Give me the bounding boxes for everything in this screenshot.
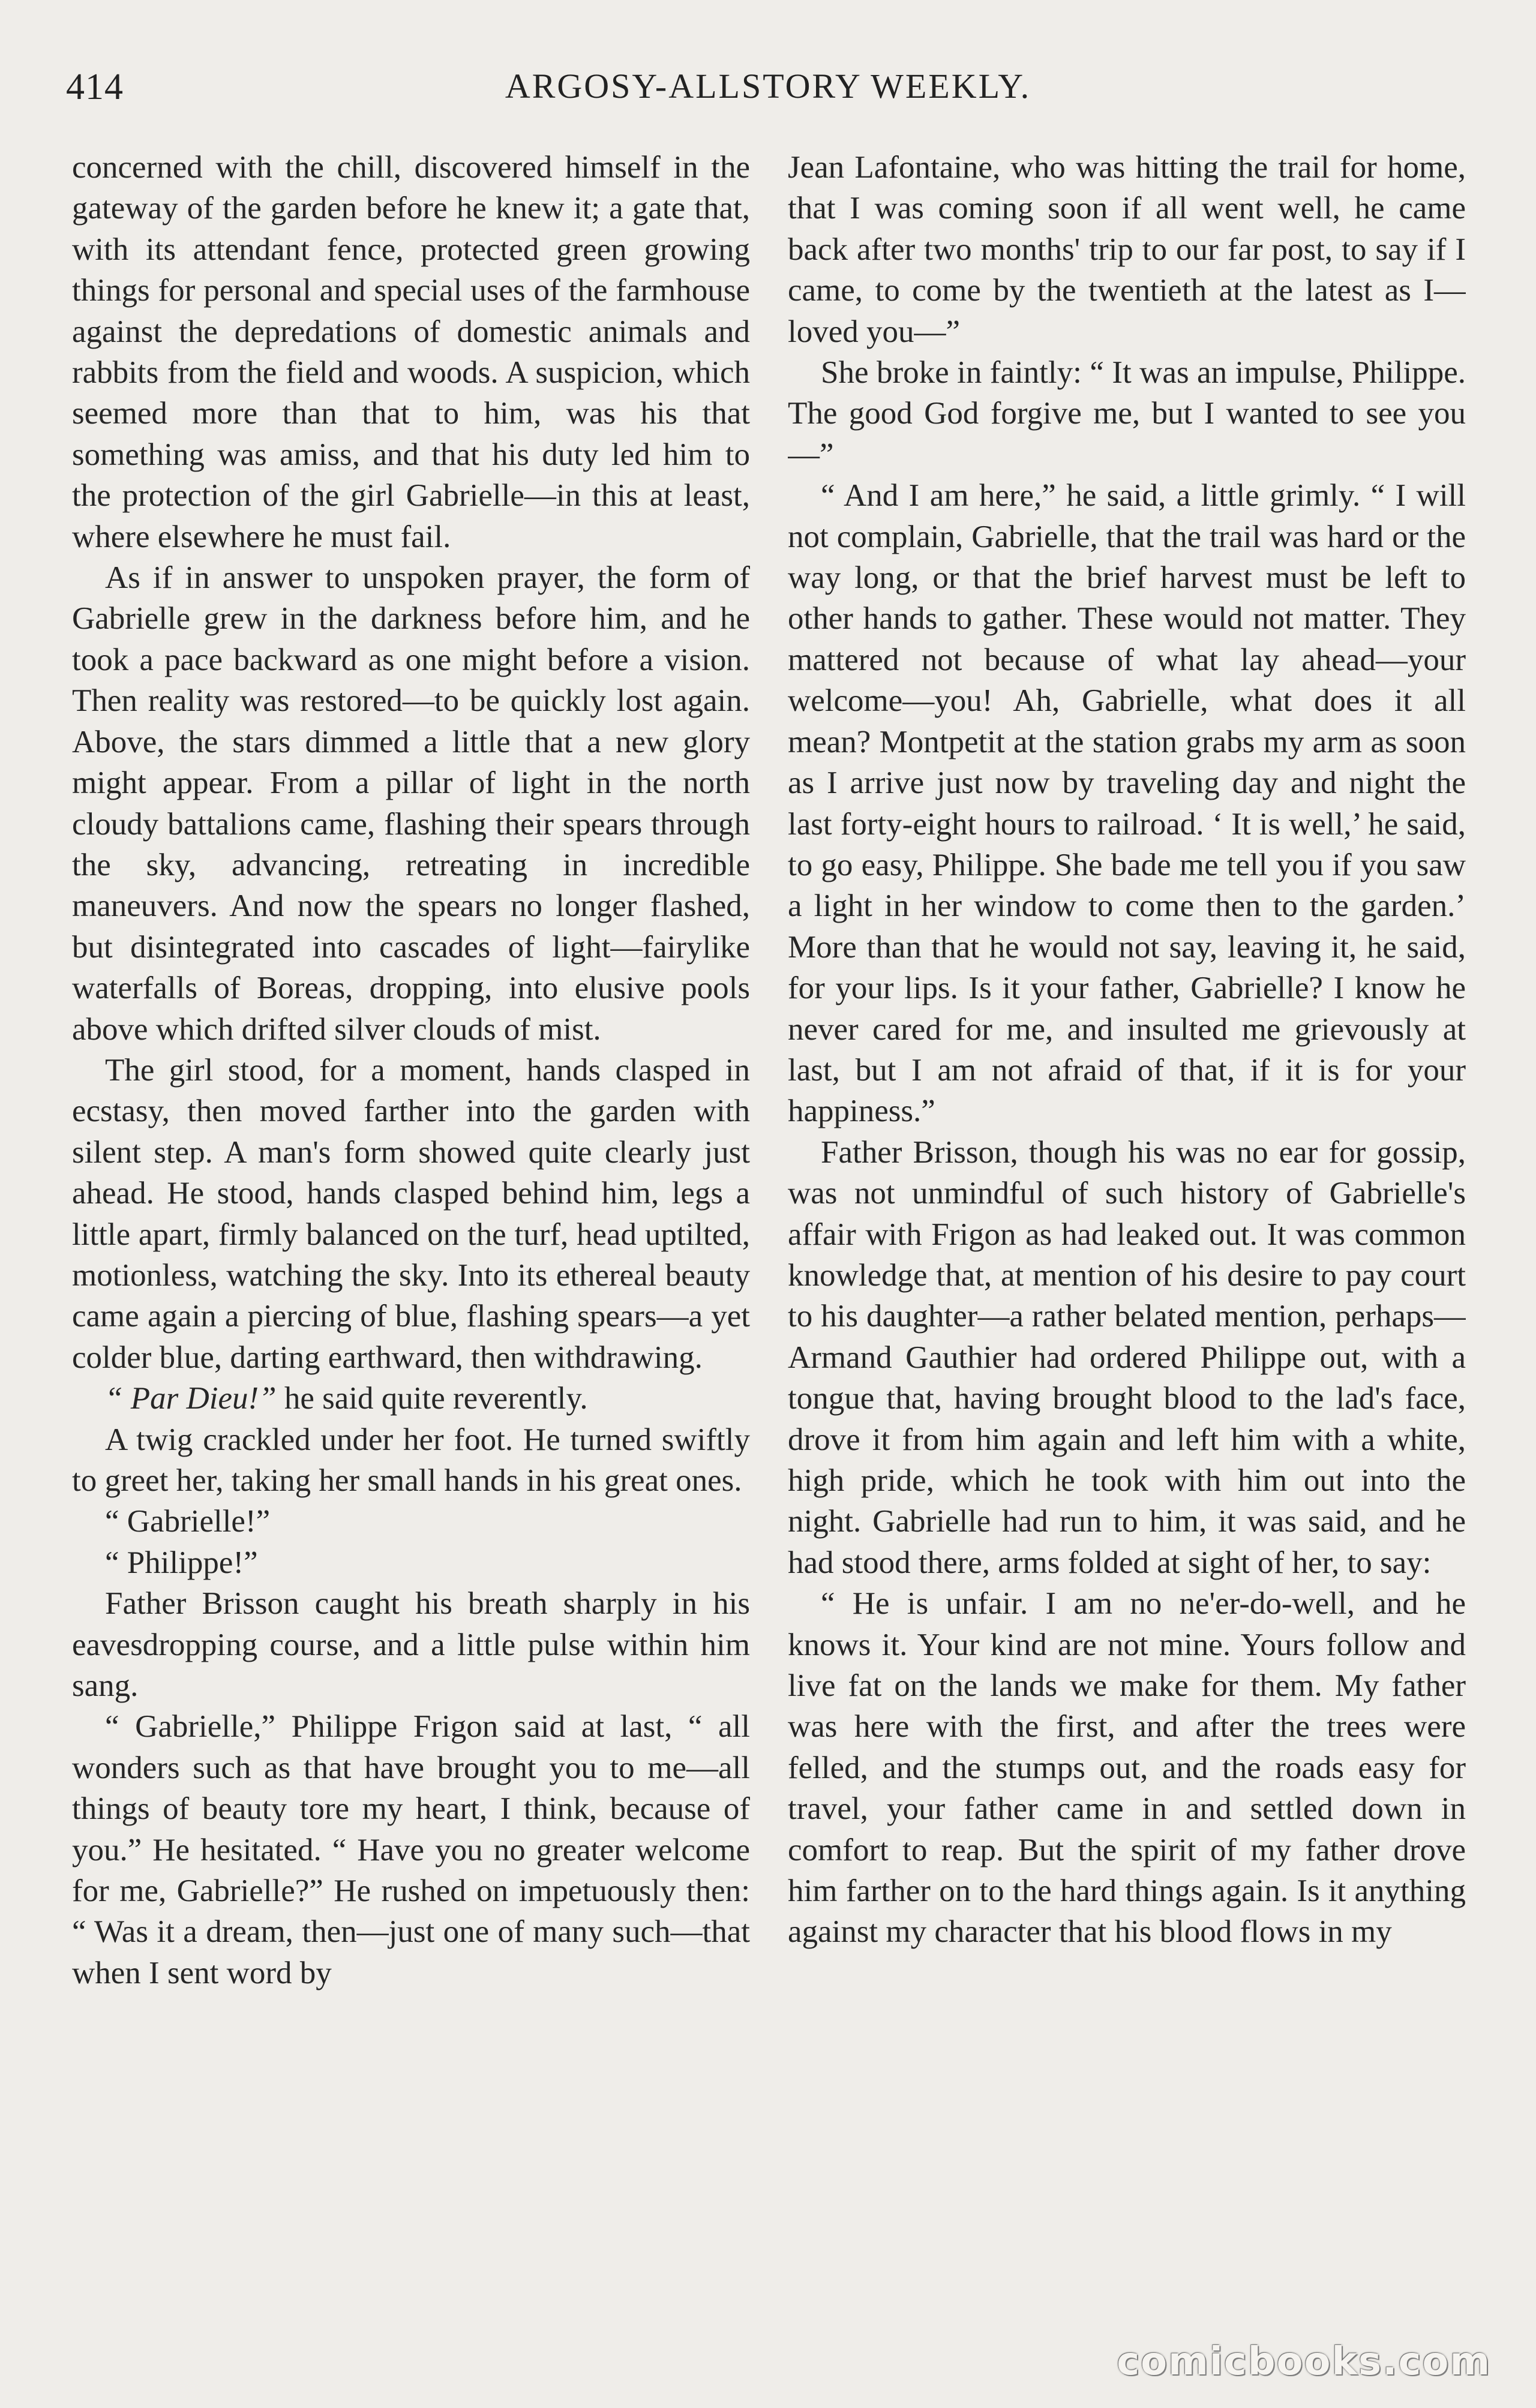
- left-column: [72, 147, 750, 2307]
- paragraph: Father Brisson, though his was no ear for gossip, was not unmindful of such history of Gabrielle's affair with Frigon as had leaked out. It was common knowledge that, at mention of his desire to pay court to his daughter—a rather belated mention, perhaps—Armand Gauthier had ordered Philippe out, with a tongue that, having brought blood to the lad's face, drove it from him again and left him with a white, high pride, which he took with him out into the night. Gabrielle had run to him, it was said, and he had stood there, arms folded at sight of her, to say:: [788, 1134, 1466, 1580]
- running-title: ARGOSY-ALLSTORY WEEKLY.: [505, 67, 1031, 106]
- right-column: [788, 147, 1466, 2307]
- paragraph: A twig crackled under her foot. He turned swiftly to greet her, taking her small hands in his great ones.: [72, 1422, 750, 1498]
- exclamation-italic: “ Par Dieu!”: [105, 1381, 277, 1416]
- paragraph: “ Gabrielle,” Philippe Frigon said at last, “ all wonders such as that have brought you to me—all things of beauty tore my heart, I think, because of you.” He hesitated. “ Have you no greater welcome for me, Gabrielle?” He rushed on impetuously then: “ Was it a dream, then—just one of many such—that when I sent word by: [72, 1709, 750, 1990]
- paragraph: Jean Lafontaine, who was hitting the trail for home, that I was coming soon if all went well, he came back after two months' trip to our far post, to say if I came, to come by the twentieth at the latest as I—loved you—”: [788, 150, 1466, 349]
- page-header: [66, 66, 1470, 114]
- page-number: 414: [66, 67, 124, 107]
- paragraph: “ And I am here,” he said, a little grimly. “ I will not complain, Gabrielle, that the trail was hard or the way long, or that the brief harvest must be left to other hands to gather. These would not matter. They mattered not because of what lay ahead—your welcome—you! Ah, Gabrielle, what does it all mean? Montpetit at the station grabs my arm as soon as I arrive just now by traveling day and night the last forty-eight hours to railroad. ‘ It is well,’ he said, to go easy, Philippe. She bade me tell you if you saw a light in her window to come then to the garden.’ More than that he would not say, leaving it, he said, for your lips. Is it your father, Gabrielle? I know he never cared for me, and insulted me grievously at last, but I am not afraid of that, if it is for your happiness.”: [788, 478, 1466, 1129]
- paragraph: She broke in faintly: “ It was an impulse, Philippe. The good God forgive me, but I wanted to see you—”: [788, 355, 1466, 472]
- paragraph: “ He is unfair. I am no ne'er-do-well, and he knows it. Your kind are not mine. Yours follow and live fat on the lands we make for them. My father was here with the first, and after the trees were felled, and the stumps out, and the roads easy for travel, your father came in and settled down in comfort to reap. But the spirit of my father drove him farther on to the hard things again. Is it anything against my character that his blood flows in my: [788, 1586, 1466, 1950]
- paragraph: “ Philippe!”: [105, 1545, 258, 1580]
- paragraph: The girl stood, for a moment, hands clasped in ecstasy, then moved farther into the garden with silent step. A man's form showed quite clearly just ahead. He stood, hands clasped behind him, legs a little apart, firmly balanced on the turf, head uptilted, motionless, watching the sky. Into its ethereal beauty came again a piercing of blue, flashing spears—a yet colder blue, darting earthward, then withdrawing.: [72, 1052, 750, 1375]
- paragraph: [72, 1378, 750, 1419]
- watermark: comicbooks.com: [1117, 2340, 1491, 2384]
- paragraph: concerned with the chill, discovered himself in the gateway of the garden before he knew it; a gate that, with its attendant fence, protected green growing things for personal and special uses of the farmhouse against the depredations of domestic animals and rabbits from the field and woods. A suspicion, which seemed more than that to him, was his that something was amiss, and that his duty led him to the protection of the girl Gabrielle—in this at least, where elsewhere he must fail.: [72, 150, 750, 554]
- paragraph: Father Brisson caught his breath sharply in his eavesdropping course, and a little pulse within him sang.: [72, 1586, 750, 1704]
- paragraph-text: he said quite reverently.: [276, 1381, 588, 1416]
- paragraph: “ Gabrielle!”: [105, 1504, 271, 1539]
- paragraph: As if in answer to unspoken prayer, the form of Gabrielle grew in the darkness before him, and he took a pace backward as one might before a vision. Then reality was restored—to be quickly lost again. Above, the stars dimmed a little that a new glory might appear. From a pillar of light in the north cloudy battalions came, flashing their spears through the sky, advancing, retreating in incredible maneuvers. And now the spears no longer flashed, but disintegrated into cascades of light—fairylike waterfalls of Boreas, dropping, into elusive pools above which drifted silver clouds of mist.: [72, 560, 750, 1047]
